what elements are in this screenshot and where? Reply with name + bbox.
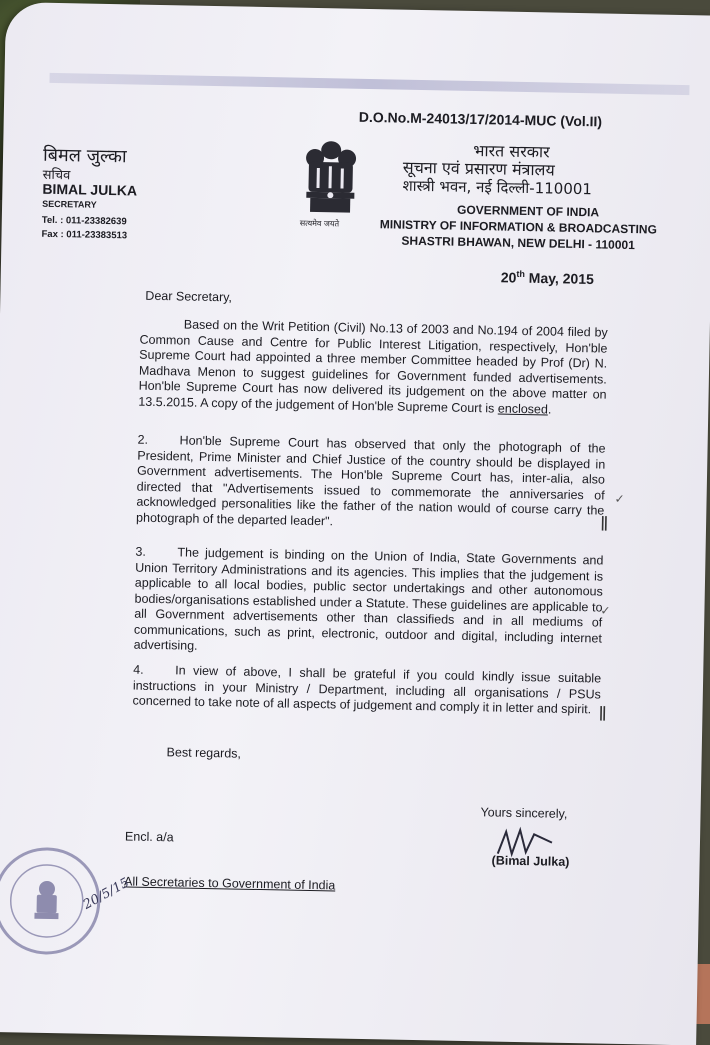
office-line-1: GOVERNMENT OF INDIA [456, 202, 600, 220]
addressee: All Secretaries to Government of India [124, 874, 336, 893]
margin-tick-mark: ✓ [600, 603, 611, 618]
paragraph-2 [136, 433, 606, 535]
paragraph-3 [134, 545, 604, 662]
sender-title-hindi: सचिव [42, 167, 71, 184]
sender-title: SECRETARY [42, 198, 97, 210]
stamp-date: 20/5/15 [80, 875, 132, 913]
signatory-name: (Bimal Julka) [491, 853, 570, 869]
paragraph-1-text: Based on the Writ Petition (Civil) No.13 of 2003 and No.194 of 2004 filed by Common Cause and Centre for Public Interest Litigation, respectively, Hon'ble Supreme Court had appointed a three member Committee headed by Prof (Dr) N. Madhava Menon to suggest guidelines for Government funded advertisements. Hon'ble Supreme Court has now delivered its judgement on the above matter on 13.5.2015. A copy of the judgement of Hon'ble Supreme Court is [138, 317, 608, 415]
paragraph-4 [132, 663, 601, 718]
paragraph-4-number: 4. [133, 662, 144, 677]
sender-name: BIMAL JULKA [42, 180, 138, 199]
office-hindi-line-3: शास्त्री भवन, नई दिल्ली-110001 [402, 176, 593, 199]
closing: Best regards, [166, 745, 242, 761]
national-emblem-icon [298, 136, 364, 229]
paragraph-1 [138, 317, 608, 419]
margin-bracket: ‖ [599, 513, 609, 536]
header-rule [49, 73, 689, 95]
paragraph-4-text: In view of above, I shall be grateful if you could kindly issue suitable instructions in your Ministry / Department, including all organisations / PSUs concerned to take note of all aspects of judgement and comply it in letter and spirit. [132, 663, 602, 717]
paragraph-1-end: . [547, 401, 552, 417]
enclosure-note: Encl. a/a [124, 829, 174, 845]
margin-tick-mark: ✓ [614, 491, 625, 506]
office-line-3: SHASTRI BHAWAN, NEW DELHI - 110001 [401, 233, 635, 253]
date-day: 20 [500, 269, 517, 286]
office-hindi-line-2: सूचना एवं प्रसारण मंत्रालय [402, 157, 555, 180]
paragraph-2-text: Hon'ble Supreme Court has observed that only the photograph of the President, Prime Minister and Chief Justice of the country should be displayed in Government advertisements. The Hon'ble Supreme Court has, inter-alia, also directed that "Advertisements issued to commemorate the anniversaries of acknowledged personalities like the father of the nation would of course carry the photograph of the departed leader". [136, 433, 606, 528]
paragraph-2-number: 2. [137, 432, 149, 447]
letter-sheet [0, 2, 710, 1045]
sender-telephone: Tel. : 011-23382639 [41, 214, 127, 228]
date-suffix: th [516, 268, 526, 280]
office-line-2: MINISTRY OF INFORMATION & BROADCASTING [379, 217, 657, 237]
paragraph-3-text: The judgement is binding on the Union of India, State Governments and Union Territory Administrations and its agencies. This implies that the judgement is applicable to all local bodies, public sector undertakings and other autonomous bodies/organisations established under a Statute. These guidelines are applicable to all Government advertisements other than classifieds and in all mediums of communications, such as print, electronic, outdoor and digital, including internet advertising. [133, 545, 604, 653]
sender-fax: Fax : 011-23383513 [41, 228, 128, 242]
emblem-motto: सत्यमेव जयते [299, 218, 340, 229]
date-month-year: May, 2015 [524, 269, 595, 287]
paragraph-3-number: 3. [135, 544, 147, 559]
salutation: Dear Secretary, [145, 288, 233, 305]
letter-date [501, 269, 594, 287]
sender-name-hindi: बिमल जुल्का [42, 144, 127, 168]
enclosed-word: enclosed [497, 401, 549, 416]
margin-bracket: ‖ [598, 703, 607, 726]
office-hindi-line-1: भारत सरकार [473, 140, 550, 162]
reference-number: D.O.No.M-24013/17/2014-MUC (Vol.II) [358, 108, 603, 130]
yours-sincerely: Yours sincerely, [480, 805, 568, 821]
